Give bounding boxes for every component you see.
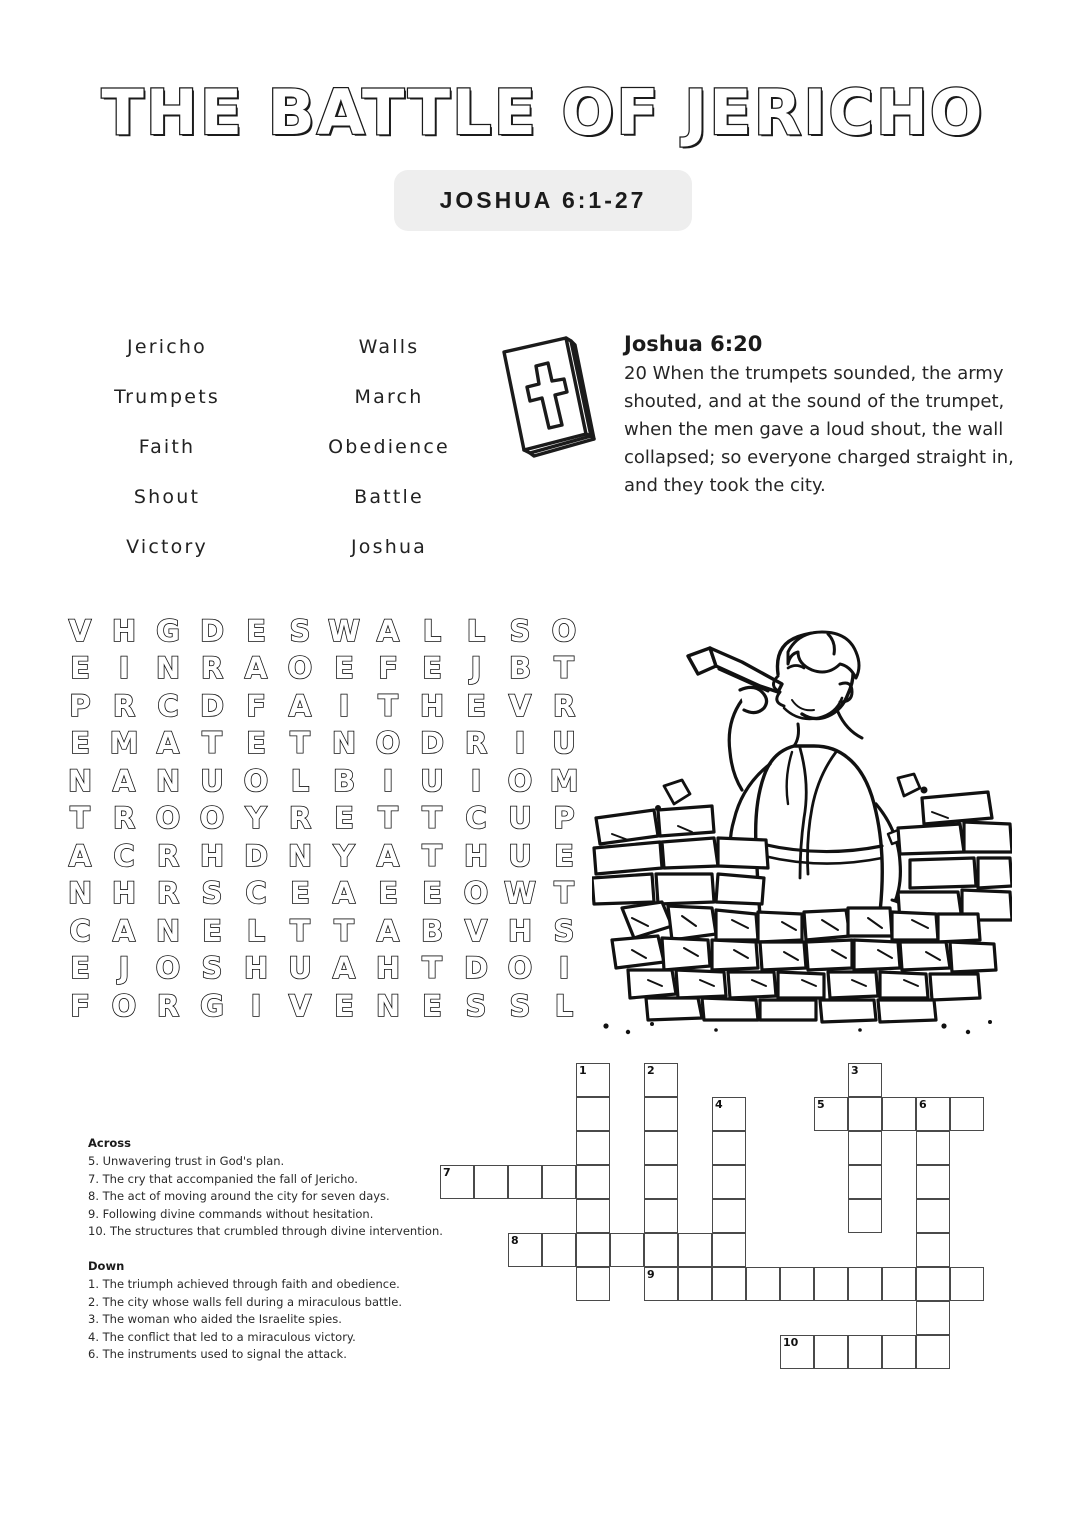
crossword-cell[interactable] (576, 1131, 610, 1165)
word-search-letter[interactable]: E (70, 726, 90, 761)
word-search-letter[interactable]: T (290, 913, 310, 948)
crossword-cell[interactable] (950, 1267, 984, 1301)
crossword-cell[interactable] (576, 1233, 610, 1267)
word-search-letter[interactable]: C (69, 913, 91, 948)
word-search-letter[interactable]: N (155, 763, 181, 798)
verse-block (490, 322, 1020, 499)
crossword-cell[interactable] (712, 1199, 746, 1233)
word-search-letter[interactable]: O (551, 613, 577, 648)
word-search-letter[interactable]: T (290, 726, 310, 761)
word-search-letter[interactable]: F (246, 688, 266, 723)
word-list-item: Shout (133, 486, 201, 508)
crossword-cell[interactable] (644, 1063, 678, 1097)
clue-item: 5. Unwavering trust in God's plan. (88, 1154, 285, 1168)
crossword-cell[interactable] (916, 1131, 950, 1165)
crossword-cell[interactable] (576, 1165, 610, 1199)
page-title: THE BATTLE OF JERICHO (101, 76, 985, 149)
word-search-letter[interactable]: T (70, 801, 90, 836)
crossword-cell[interactable] (848, 1267, 882, 1301)
crossword-clues (88, 1136, 488, 1382)
word-search-letter[interactable]: J (118, 951, 130, 986)
page-header (0, 0, 1086, 231)
word-search-letter[interactable]: E (378, 876, 398, 911)
crossword-cell[interactable] (644, 1267, 678, 1301)
clue-item: 3. The woman who aided the Israelite spies. (88, 1312, 342, 1327)
word-search-letter[interactable]: S (289, 613, 311, 648)
word-search-letter[interactable]: Y (245, 801, 267, 836)
crossword-cell[interactable] (712, 1267, 746, 1301)
crossword-cell[interactable] (576, 1097, 610, 1131)
word-search-letter[interactable]: H (419, 688, 445, 723)
word-search-letter[interactable]: E (422, 988, 442, 1023)
crossword-cell[interactable] (508, 1233, 542, 1267)
word-search-letter[interactable]: S (509, 613, 531, 648)
crossword-cell[interactable] (814, 1335, 848, 1369)
crossword-cell[interactable] (916, 1233, 950, 1267)
word-search-letter[interactable]: D (463, 951, 489, 986)
clue-item: 1. The triumph achieved through faith and obedience. (88, 1276, 400, 1291)
clue-item: 9. Following divine commands without hesitation. (88, 1206, 374, 1221)
crossword-cell[interactable] (814, 1097, 848, 1131)
crossword-cell[interactable] (644, 1165, 678, 1199)
word-search-letter[interactable]: F (378, 651, 398, 686)
word-search-letter[interactable]: T (202, 726, 222, 761)
crossword-cell[interactable] (576, 1063, 610, 1097)
bible-book-with-cross-icon (490, 322, 602, 499)
crossword-cell[interactable] (848, 1199, 882, 1233)
word-list-item: Victory (126, 536, 208, 558)
word-search-letter[interactable]: A (376, 613, 400, 648)
word-search-letter[interactable]: B (420, 913, 444, 948)
word-search-letter[interactable]: G (156, 613, 180, 648)
crossword-cell-number: 1 (579, 1064, 587, 1077)
word-search-letter[interactable]: E (466, 688, 486, 723)
word-search-letter[interactable]: L (422, 613, 442, 648)
word-search-letter[interactable]: O (155, 801, 181, 836)
crossword-cell[interactable] (780, 1267, 814, 1301)
word-search-letter[interactable]: U (200, 763, 224, 798)
word-search-letter[interactable]: O (199, 801, 225, 836)
word-search-letter[interactable]: L (290, 763, 310, 798)
word-list-item: Battle (354, 486, 424, 508)
word-search-letter[interactable]: V (288, 988, 312, 1023)
word-search-letter[interactable]: R (156, 988, 180, 1023)
crossword-cell[interactable] (848, 1097, 882, 1131)
word-search-letter[interactable]: M (549, 763, 579, 798)
word-search-letter[interactable]: E (290, 876, 310, 911)
word-search-letter[interactable]: F (70, 988, 90, 1023)
word-search-letter[interactable]: R (112, 688, 136, 723)
word-search-letter[interactable]: I (250, 988, 262, 1023)
crossword-cell[interactable] (882, 1267, 916, 1301)
word-search-letter[interactable]: L (246, 913, 266, 948)
word-search-letter[interactable]: C (157, 688, 179, 723)
word-search-letter[interactable]: H (111, 876, 137, 911)
word-search-letter[interactable]: E (246, 726, 266, 761)
word-search-letter[interactable]: C (245, 876, 267, 911)
word-search-letter[interactable]: O (243, 763, 269, 798)
word-search-letter[interactable]: D (419, 726, 445, 761)
word-list-item: Joshua (350, 536, 428, 558)
word-search-letter[interactable]: R (156, 876, 180, 911)
word-search-letter[interactable]: N (375, 988, 401, 1023)
word-search-letter[interactable]: E (334, 988, 354, 1023)
crossword-cell-number: 7 (443, 1166, 451, 1179)
scripture-reference-badge: JOSHUA 6:1-27 (394, 170, 693, 231)
crossword-cell[interactable] (916, 1165, 950, 1199)
across-clue-list (88, 1153, 488, 1241)
verse-reference: Joshua 6:20 (624, 332, 763, 356)
crossword-cell[interactable] (746, 1267, 780, 1301)
word-search-letter[interactable]: E (334, 651, 354, 686)
clue-item: 7. The cry that accompanied the fall of Jericho. (88, 1171, 358, 1186)
crossword-cell-number: 5 (817, 1098, 825, 1111)
word-search-letter[interactable]: S (201, 951, 223, 986)
clue-item: 8. The act of moving around the city for seven days. (88, 1189, 390, 1204)
crossword-cell[interactable] (848, 1063, 882, 1097)
crossword-cell[interactable] (848, 1131, 882, 1165)
crossword-cell-number: 4 (715, 1098, 723, 1111)
word-search-letter[interactable]: O (507, 951, 533, 986)
word-search-letter[interactable]: T (422, 838, 442, 873)
word-search-letter[interactable]: R (200, 651, 224, 686)
crossword-cell[interactable] (542, 1233, 576, 1267)
word-search-letter[interactable]: H (463, 838, 489, 873)
word-search-letter[interactable]: U (508, 838, 532, 873)
word-search-letter[interactable]: A (156, 726, 180, 761)
word-search-letter[interactable]: R (552, 688, 576, 723)
word-search-letter[interactable]: T (334, 913, 354, 948)
crossword-cell[interactable] (678, 1233, 712, 1267)
word-search-letter[interactable]: T (378, 801, 398, 836)
word-search-letter[interactable]: D (243, 838, 269, 873)
word-list-item: Trumpets (114, 386, 220, 408)
word-search-letter[interactable]: A (332, 951, 356, 986)
crossword-cell[interactable] (882, 1335, 916, 1369)
word-search-letter[interactable]: E (422, 876, 442, 911)
crossword-cell-number: 3 (851, 1064, 859, 1077)
word-search-letter[interactable]: R (156, 838, 180, 873)
word-search-letter[interactable]: M (109, 726, 139, 761)
word-search-letter[interactable]: A (112, 913, 136, 948)
man-blowing-shofar-over-crumbled-wall-illustration (592, 612, 1012, 1042)
word-search-letter[interactable]: N (155, 651, 181, 686)
crossword-cell[interactable] (474, 1165, 508, 1199)
crossword-cell[interactable] (712, 1097, 746, 1131)
word-search-letter[interactable]: E (422, 651, 442, 686)
crossword-cell[interactable] (576, 1199, 610, 1233)
crossword-cell-number: 6 (919, 1098, 927, 1111)
word-search-letter[interactable]: P (553, 801, 575, 836)
word-search-letter[interactable]: N (67, 876, 93, 911)
word-search-letter[interactable]: O (463, 876, 489, 911)
subtitle-container (0, 170, 1086, 231)
crossword-cell[interactable] (508, 1165, 542, 1199)
word-search-letter[interactable]: B (508, 651, 532, 686)
word-search-letter[interactable]: H (199, 838, 225, 873)
word-search-letter[interactable]: U (288, 951, 312, 986)
across-heading: Across (88, 1136, 131, 1150)
word-search-letter[interactable]: E (70, 951, 90, 986)
word-search-letter[interactable]: J (470, 651, 482, 686)
down-heading: Down (88, 1258, 125, 1273)
word-search-letter[interactable]: R (288, 801, 312, 836)
word-search-letter[interactable]: A (332, 876, 356, 911)
crossword-cell[interactable] (848, 1335, 882, 1369)
verse-body: 20 When the trumpets sounded, the army shouted, and at the sound of the trumpet, when the men gave a loud shout, the wall collapsed; so everyone charged straight in, and they took the city. (624, 363, 1014, 496)
word-search-letter[interactable]: E (334, 801, 354, 836)
clue-item: 2. The city whose walls fell during a miraculous battle. (88, 1294, 402, 1309)
word-search-letter[interactable]: W (504, 876, 536, 911)
word-list-item: Obedience (328, 436, 450, 458)
word-search-letter[interactable]: W (328, 613, 360, 648)
crossword-cell[interactable] (644, 1199, 678, 1233)
word-search-letter[interactable]: U (508, 801, 532, 836)
crossword-cell[interactable] (542, 1165, 576, 1199)
clue-item: 6. The instruments used to signal the attack. (88, 1347, 347, 1362)
word-search-letter[interactable]: E (554, 838, 574, 873)
word-search-letter[interactable]: O (111, 988, 137, 1023)
word-search-letter[interactable]: U (552, 726, 576, 761)
crossword-cell[interactable] (848, 1165, 882, 1199)
word-search-letter[interactable]: I (558, 951, 570, 986)
word-search-letter[interactable]: N (155, 913, 181, 948)
crossword-cell[interactable] (678, 1267, 712, 1301)
word-search-letter[interactable]: S (509, 988, 531, 1023)
crossword-cell-number: 9 (647, 1268, 655, 1281)
crossword-cell[interactable] (950, 1097, 984, 1131)
word-list (62, 336, 482, 558)
crossword-cell-number: 10 (783, 1336, 799, 1349)
word-search-letter[interactable]: H (243, 951, 269, 986)
word-search-letter[interactable]: A (244, 651, 268, 686)
crossword-cell[interactable] (644, 1233, 678, 1267)
word-list-item: Jericho (127, 336, 207, 358)
word-search-letter[interactable]: A (68, 838, 92, 873)
word-search-letter[interactable]: E (70, 651, 90, 686)
crossword-cell-number: 8 (511, 1234, 519, 1247)
word-search-letter[interactable]: O (155, 951, 181, 986)
word-search-letter[interactable]: T (554, 876, 574, 911)
crossword-cell[interactable] (644, 1097, 678, 1131)
word-search-letter[interactable]: O (375, 726, 401, 761)
word-search-letter[interactable]: L (466, 613, 486, 648)
word-search-letter[interactable]: E (246, 613, 266, 648)
word-search-letter[interactable]: V (68, 613, 92, 648)
word-search-letter[interactable]: D (199, 688, 225, 723)
word-list-item: Walls (358, 336, 420, 358)
word-search-letter[interactable]: A (376, 913, 400, 948)
crossword-cell[interactable] (882, 1097, 916, 1131)
word-search-letter[interactable]: I (118, 651, 130, 686)
word-search-letter[interactable]: H (375, 951, 401, 986)
crossword-cell[interactable] (610, 1233, 644, 1267)
word-search-letter[interactable]: O (507, 763, 533, 798)
crossword-cell[interactable] (712, 1131, 746, 1165)
word-search-letter[interactable]: I (338, 688, 350, 723)
word-search-letter[interactable]: S (553, 913, 575, 948)
crossword-cell[interactable] (916, 1199, 950, 1233)
verse-text-container (624, 322, 1020, 499)
word-search-letter[interactable]: T (378, 688, 398, 723)
crossword-cell[interactable] (576, 1267, 610, 1301)
clue-item: 10. The structures that crumbled through divine intervention. (88, 1224, 443, 1239)
word-search-letter[interactable]: A (376, 838, 400, 873)
crossword-cell-number: 2 (647, 1064, 655, 1077)
word-search-letter[interactable]: H (507, 913, 533, 948)
word-search-letter[interactable]: T (422, 801, 442, 836)
word-search-letter[interactable]: T (554, 651, 574, 686)
crossword-cell[interactable] (916, 1335, 950, 1369)
word-search-letter[interactable]: A (112, 763, 136, 798)
word-search-grid[interactable] (58, 612, 586, 1025)
word-search-letter[interactable]: T (422, 951, 442, 986)
word-search-letter[interactable]: L (554, 988, 574, 1023)
word-search-letter[interactable]: I (514, 726, 526, 761)
word-search-letter[interactable]: S (201, 876, 223, 911)
word-search-letter[interactable]: U (420, 763, 444, 798)
word-search-letter[interactable]: V (464, 913, 488, 948)
word-search-letter[interactable]: H (111, 613, 137, 648)
crossword-cell[interactable] (644, 1131, 678, 1165)
clue-item: 4. The conflict that led to a miraculous victory. (88, 1329, 356, 1344)
word-search-letter[interactable]: S (465, 988, 487, 1023)
crossword-cell[interactable] (814, 1267, 848, 1301)
crossword-cell[interactable] (916, 1267, 950, 1301)
word-search-letter[interactable]: I (470, 763, 482, 798)
crossword-cell[interactable] (712, 1165, 746, 1199)
crossword-cell[interactable] (916, 1301, 950, 1335)
word-search-letter[interactable]: N (67, 763, 93, 798)
down-clue-list (88, 1276, 488, 1364)
word-search-letter[interactable]: C (465, 801, 487, 836)
word-list-item: March (354, 386, 424, 408)
word-search-letter[interactable]: C (113, 838, 135, 873)
word-search-letter[interactable]: A (288, 688, 312, 723)
word-search-letter[interactable]: G (200, 988, 224, 1023)
word-search-letter[interactable]: I (382, 763, 394, 798)
crossword-cell[interactable] (440, 1165, 474, 1199)
word-search-letter[interactable]: V (508, 688, 532, 723)
crossword-cell[interactable] (780, 1335, 814, 1369)
crossword-cell[interactable] (916, 1097, 950, 1131)
crossword-cell[interactable] (712, 1233, 746, 1267)
word-search-letter[interactable]: P (69, 688, 91, 723)
word-search-letter[interactable]: E (202, 913, 222, 948)
word-search-letter[interactable]: Y (333, 838, 355, 873)
word-search-letter[interactable]: O (287, 651, 313, 686)
word-search-letter[interactable]: B (332, 763, 356, 798)
word-search-letter[interactable]: R (464, 726, 488, 761)
word-search-letter[interactable]: N (287, 838, 313, 873)
word-search-letter[interactable]: N (331, 726, 357, 761)
word-search-letter[interactable]: R (112, 801, 136, 836)
word-list-item: Faith (138, 436, 196, 458)
word-search-letter[interactable]: D (199, 613, 225, 648)
